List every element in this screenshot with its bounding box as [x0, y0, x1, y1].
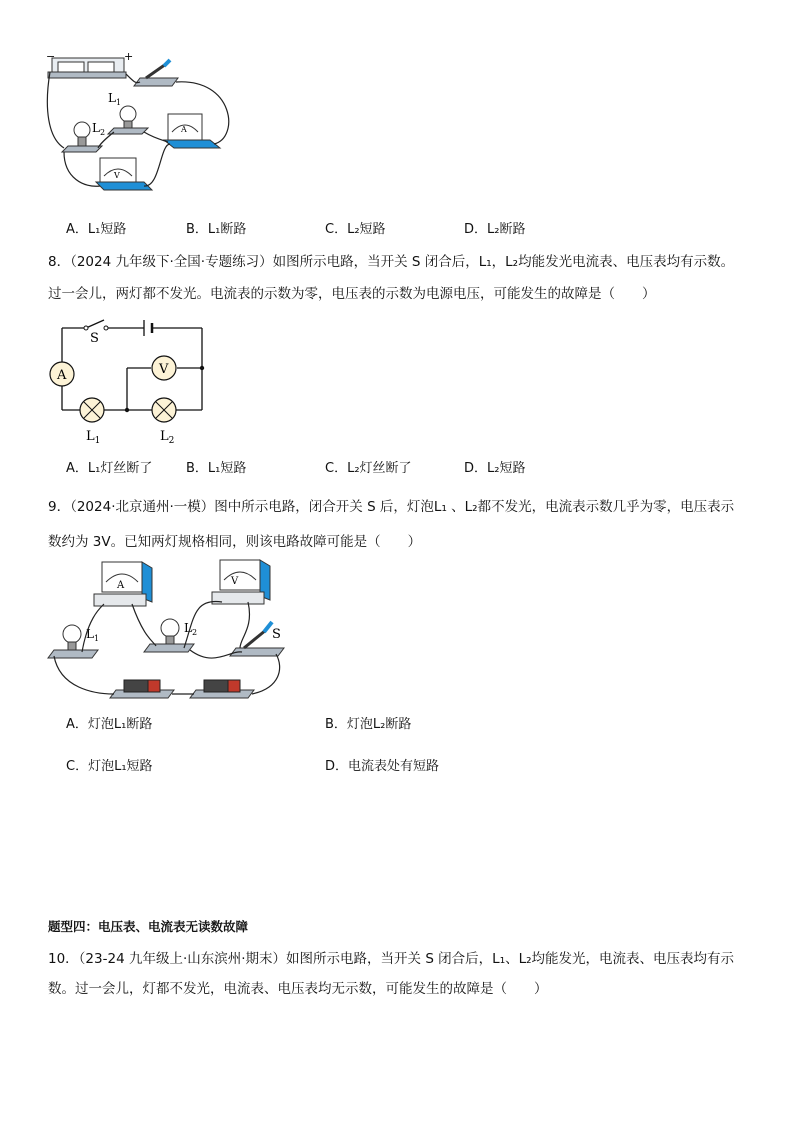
option-letter: C．: [325, 461, 348, 476]
lamp-l2-icon: [152, 398, 176, 422]
option-text: L₁短路: [87, 222, 127, 237]
switch-contact: [104, 326, 108, 330]
option-letter: A．: [66, 717, 88, 732]
option-text: L₂短路: [347, 222, 386, 237]
option-text: 灯泡L₁短路: [88, 759, 153, 774]
lamp-l1-icon: [80, 398, 104, 422]
option-text: L₂短路: [487, 461, 526, 476]
option-letter: D．: [464, 222, 488, 237]
q10-stem-line1: 10．（23-24 九年级上·山东滨州·期末）如图所示电路，当开关 S 闭合后，L₁、L₂均能发光，电流表、电压表均有示: [48, 951, 735, 967]
q7-circuit-picture: [44, 48, 244, 196]
ammeter-label: A: [117, 580, 125, 591]
option-text: L₁断路: [207, 222, 247, 237]
battery-plus-label: +: [124, 50, 134, 63]
option-letter: D．: [464, 461, 488, 476]
voltmeter-icon: [96, 158, 152, 190]
q8-option-d[interactable]: [464, 460, 525, 478]
q7-option-b[interactable]: [186, 221, 246, 239]
bulb-l1-label: $L_1$: [108, 91, 122, 107]
option-letter: B．: [186, 222, 208, 237]
lamp-l1-label: $L_1$: [86, 429, 101, 446]
bulb-l1-icon: [108, 106, 148, 134]
voltmeter-label: V: [231, 576, 239, 587]
q9-option-a[interactable]: [66, 716, 152, 734]
option-text: 电流表处有短路: [348, 759, 440, 774]
battery-1-icon: [110, 680, 174, 698]
section-title: 题型四：电压表、电流表无读数故障: [48, 919, 249, 934]
q9-stem-line1: 9．（2024·北京通州·一模）图中所示电路，闭合开关 S 后，灯泡L₁ 、L₂都不发光，电流表示数几乎为零，电压表示: [48, 499, 735, 515]
option-letter: D．: [325, 759, 349, 774]
q9-option-d[interactable]: [325, 758, 439, 776]
voltmeter-label: V: [159, 362, 169, 377]
q8-option-a[interactable]: [66, 460, 152, 478]
battery-icon: [144, 320, 152, 336]
q8-stem-line1: 8．（2024 九年级下·全国·专题练习）如图所示电路，当开关 S 闭合后，L₁，L₂均能发光电流表、电压表均有示数。: [48, 254, 735, 270]
q10-stem-line2: 数。过一会儿，灯都不发光，电流表、电压表均无示数，可能发生的故障是（ ）: [48, 981, 548, 997]
battery-2-icon: [190, 680, 254, 698]
q8-wires: [62, 320, 202, 410]
switch-label: S: [90, 331, 99, 346]
ammeter-label: A: [181, 125, 187, 134]
q9-option-b[interactable]: [325, 716, 411, 734]
junction-dot: [125, 408, 129, 412]
option-text: 灯泡L₁断路: [87, 717, 153, 732]
option-text: L₂断路: [487, 222, 526, 237]
voltmeter-label: V: [114, 171, 120, 180]
q8-option-b[interactable]: [186, 460, 246, 478]
option-letter: B．: [186, 461, 208, 476]
battery-minus-label: −: [46, 50, 56, 63]
option-letter: A．: [66, 222, 88, 237]
q9-circuit-picture: [44, 558, 294, 704]
option-text: L₁灯丝断了: [87, 461, 153, 476]
option-letter: A．: [66, 461, 88, 476]
option-letter: C．: [325, 222, 348, 237]
bulb-l2-label: $L_2$: [92, 121, 106, 137]
option-text: 灯泡L₂断路: [346, 717, 412, 732]
switch-icon: [84, 326, 88, 330]
q9-option-c[interactable]: [66, 758, 153, 776]
bulb-l2-label: $L_2$: [184, 621, 198, 637]
option-text: L₂灯丝断了: [347, 461, 412, 476]
lamp-l2-label: $L_2$: [160, 429, 175, 446]
q8-option-c[interactable]: [325, 460, 412, 478]
q8-stem-line2: 过一会儿，两灯都不发光。电流表的示数为零，电压表的示数为电源电压，可能发生的故障是（ ）: [48, 286, 656, 302]
battery-icon: [48, 58, 126, 78]
voltmeter-icon: [212, 560, 270, 604]
switch-icon: [134, 60, 178, 86]
q8-circuit-diagram: [44, 318, 214, 450]
junction-dot: [200, 366, 204, 370]
ammeter-icon: [164, 114, 220, 148]
ammeter-label: A: [57, 368, 67, 383]
q9-stem-line2: 数约为 3V。已知两灯规格相同，则该电路故障可能是（ ）: [48, 534, 422, 550]
q7-option-d[interactable]: [464, 221, 525, 239]
option-letter: B．: [325, 717, 347, 732]
option-text: L₁短路: [207, 461, 247, 476]
switch-label: S: [272, 627, 281, 642]
q7-option-a[interactable]: [66, 221, 126, 239]
option-letter: C．: [66, 759, 89, 774]
bulb-l1-label: $L_1$: [86, 627, 100, 643]
q7-option-c[interactable]: [325, 221, 386, 239]
